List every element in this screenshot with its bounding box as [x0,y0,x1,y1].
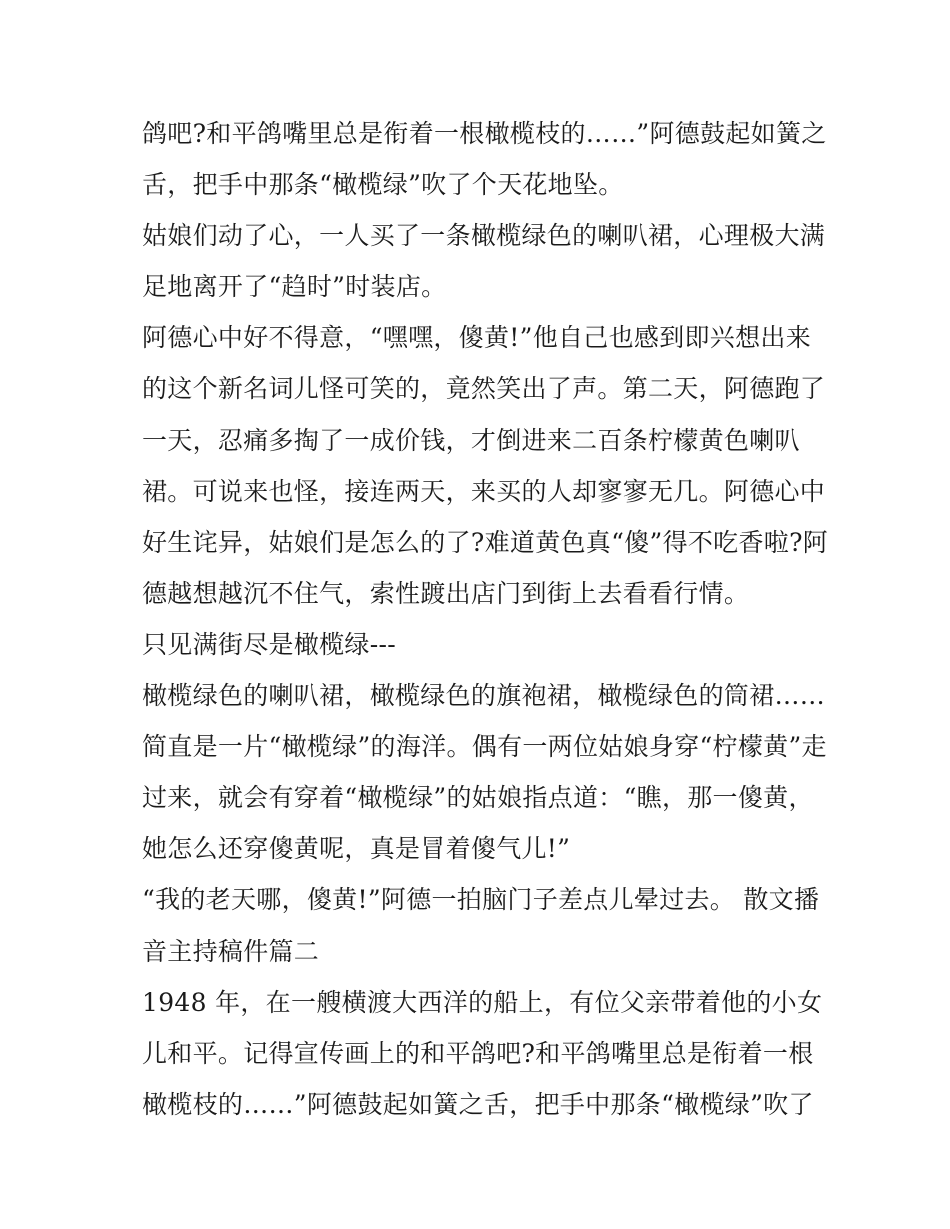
text-line-14: 过来，就会有穿着“橄榄绿”的姑娘指点道：“瞧，那一傻黄， [142,783,814,813]
text-line-13: 简直是一片“橄榄绿”的海洋。偶有一两位姑娘身穿“柠檬黄”走 [142,732,827,762]
text-line-9: 好生诧异，姑娘们是怎么的了?难道黄色真“傻”得不吃香啦?阿 [142,527,829,557]
text-line-12: 橄榄绿色的喇叭裙，橄榄绿色的旗袍裙，橄榄绿色的筒裙…… [142,681,826,711]
text-line-7: 一天，忍痛多掏了一成价钱，才倒进来二百条柠檬黄色喇叭 [142,425,800,455]
text-line-2: 舌，把手中那条“橄榄绿”吹了个天花地坠。 [142,170,624,200]
text-line-16: “我的老天哪，傻黄!”阿德一拍脑门子差点儿晕过去。 散文播 [142,885,820,915]
text-line-3: 姑娘们动了心，一人买了一条橄榄绿色的喇叭裙，心理极大满 [142,221,826,251]
text-line-20: 橄榄枝的……”阿德鼓起如簧之舌，把手中那条“橄榄绿”吹了 [142,1089,814,1119]
text-line-15: 她怎么还穿傻黄呢，真是冒着傻气儿!” [142,834,571,864]
text-line-10: 德越想越沉不住气，索性踱出店门到街上去看看行情。 [142,578,750,608]
text-line-19: 儿和平。记得宣传画上的和平鸽吧?和平鸽嘴里总是衔着一根 [142,1038,814,1068]
text-line-11: 只见满街尽是橄榄绿--- [142,629,396,659]
text-line-4: 足地离开了“趋时”时装店。 [142,272,447,302]
text-line-1: 鸽吧?和平鸽嘴里总是衔着一根橄榄枝的……”阿德鼓起如簧之 [142,119,827,148]
text-line-6: 的这个新名词儿怪可笑的，竟然笑出了声。第二天，阿德跑了 [142,374,826,404]
text-line-8: 裙。可说来也怪，接连两天，来买的人却寥寥无几。阿德心中 [142,476,826,506]
text-line-17: 音主持稿件篇二 [142,936,320,966]
body-text [142,108,829,1130]
text-line-18: 1948 年，在一艘横渡大西洋的船上，有位父亲带着他的小女 [142,987,823,1017]
text-line-5: 阿德心中好不得意，“嘿嘿，傻黄!”他自己也感到即兴想出来 [142,323,812,353]
